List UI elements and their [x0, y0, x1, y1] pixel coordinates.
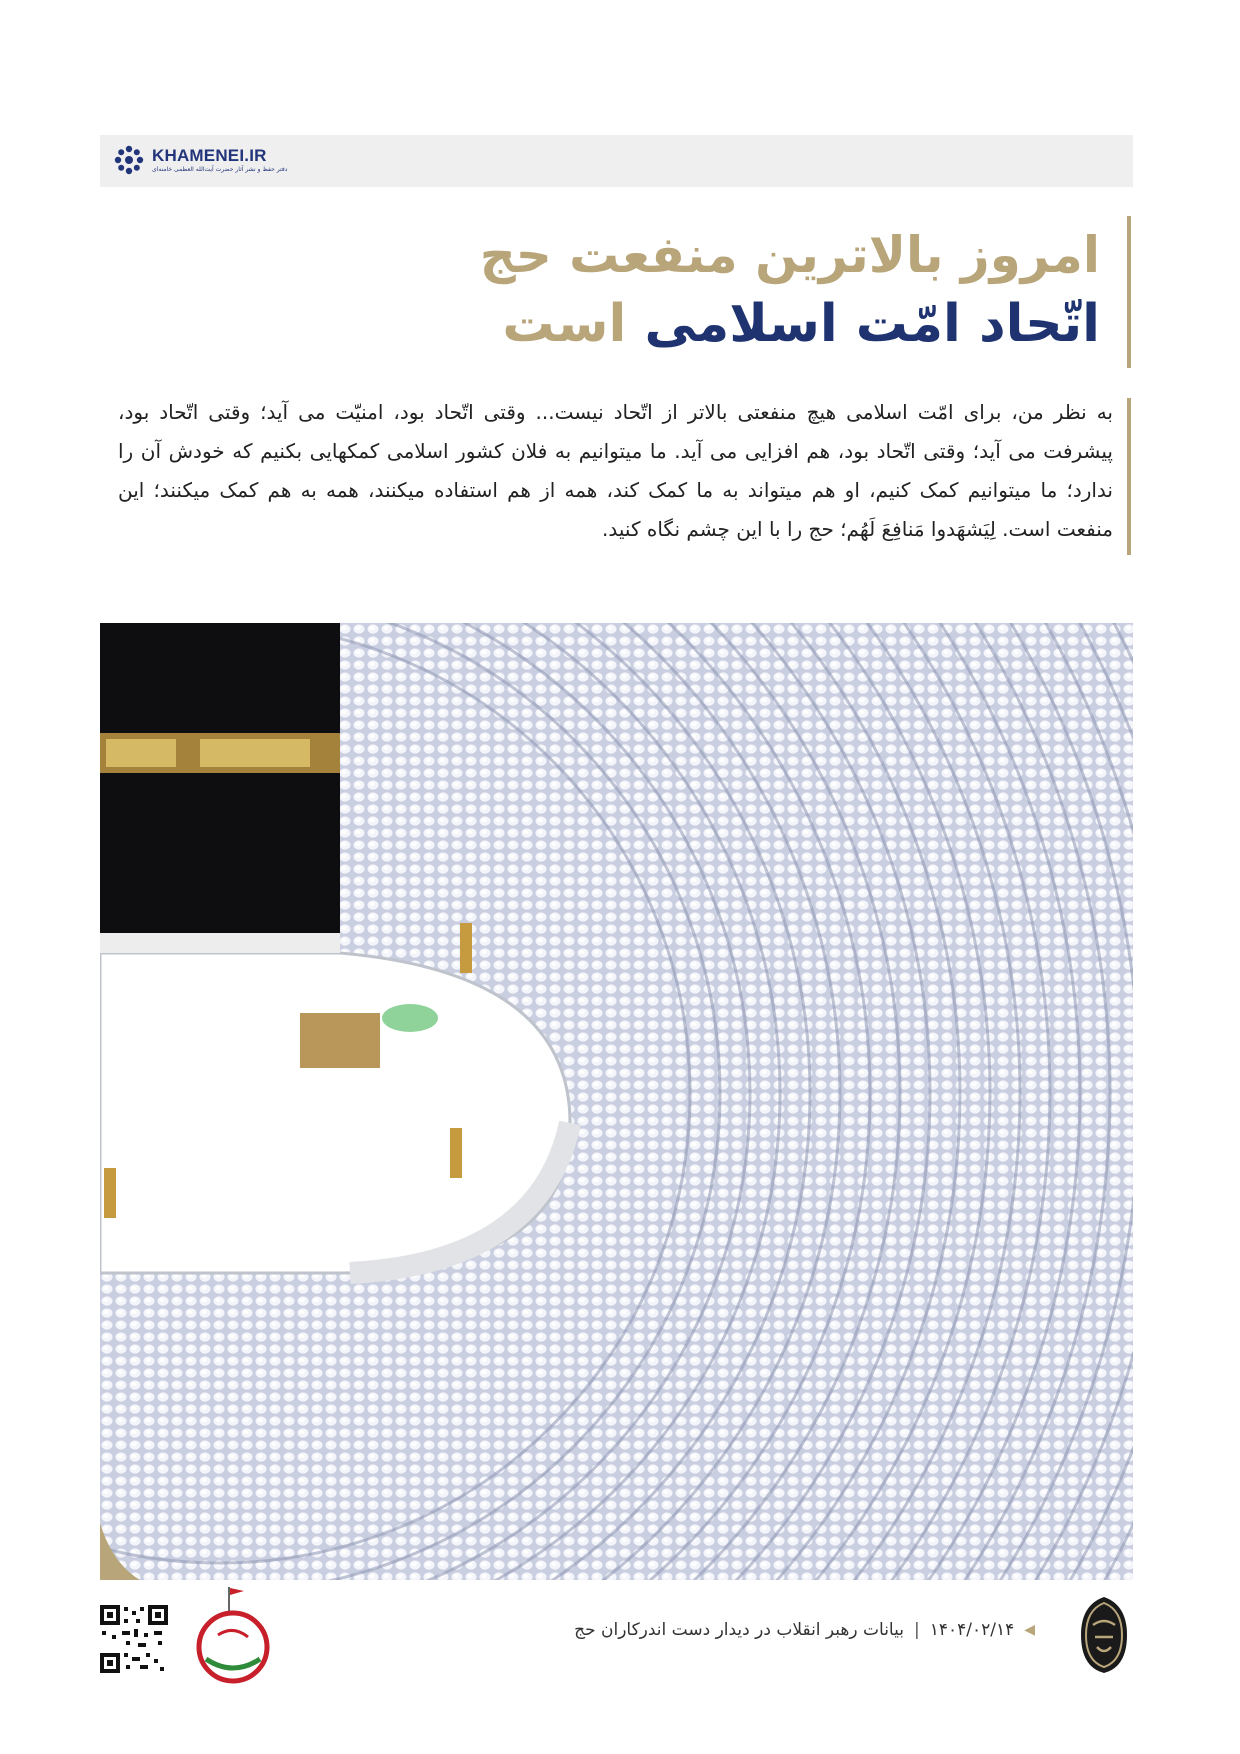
- caption-separator: |: [913, 1620, 920, 1640]
- title-line-2: [200, 288, 1100, 360]
- caption-text: بیانات رهبر انقلاب در دیدار دست اندرکاران حج: [574, 1620, 904, 1640]
- calligraphy-seal-icon: [1075, 1595, 1133, 1675]
- logo-emblem-icon: [112, 143, 146, 177]
- quote-body: به نظر من، برای امّت اسلامی هیچ منفعتی بالاتر از اتّحاد نیست... وقتی اتّحاد بود، امنیّت می آید؛ وقتی اتّحاد بود، پیشرفت می آید؛ وقتی اتّحاد بود، هم افزایی می آید. ما میتوانیم به فلان کشور اسلامی کمکهایی بکنیم که خودش آن را ندارد؛ ما میتوانیم کمک کنیم، او هم میتواند به ما کمک کند، همه از هم استفاده میکنند، همه به هم کمک میکنند؛ این منفعت است. لِيَشهَدوا مَنافِعَ لَهُم؛ حج را با این چشم نگاه کنید.: [118, 400, 1113, 541]
- kaaba-crowd-photo: [100, 623, 1133, 1580]
- footer: [0, 1585, 1240, 1754]
- qr-code-icon[interactable]: [100, 1605, 168, 1673]
- logo-name: KHAMENEI.IR: [152, 146, 267, 165]
- site-logo[interactable]: [112, 143, 287, 177]
- footer-caption: [574, 1620, 1035, 1640]
- title-line-2-end: است: [502, 294, 627, 354]
- caption-arrow-icon: ◀: [1024, 1622, 1035, 1638]
- header-bar: [100, 135, 1133, 187]
- body-accent-bar: [1127, 398, 1131, 555]
- page-title: [200, 222, 1100, 360]
- ashura-brand-logo: [188, 1585, 278, 1685]
- title-accent-bar: [1127, 216, 1131, 368]
- title-line-2-main: اتّحاد امّت اسلامی: [644, 294, 1100, 354]
- caption-date: ۱۴۰۴/۰۲/۱۴: [929, 1620, 1015, 1640]
- title-line-1: امروز بالاترین منفعت حج: [479, 226, 1100, 284]
- logo-subtitle: دفتر حفظ و نشر آثار حضرت آیت‌الله العظمی خامنه‌ای: [152, 166, 288, 173]
